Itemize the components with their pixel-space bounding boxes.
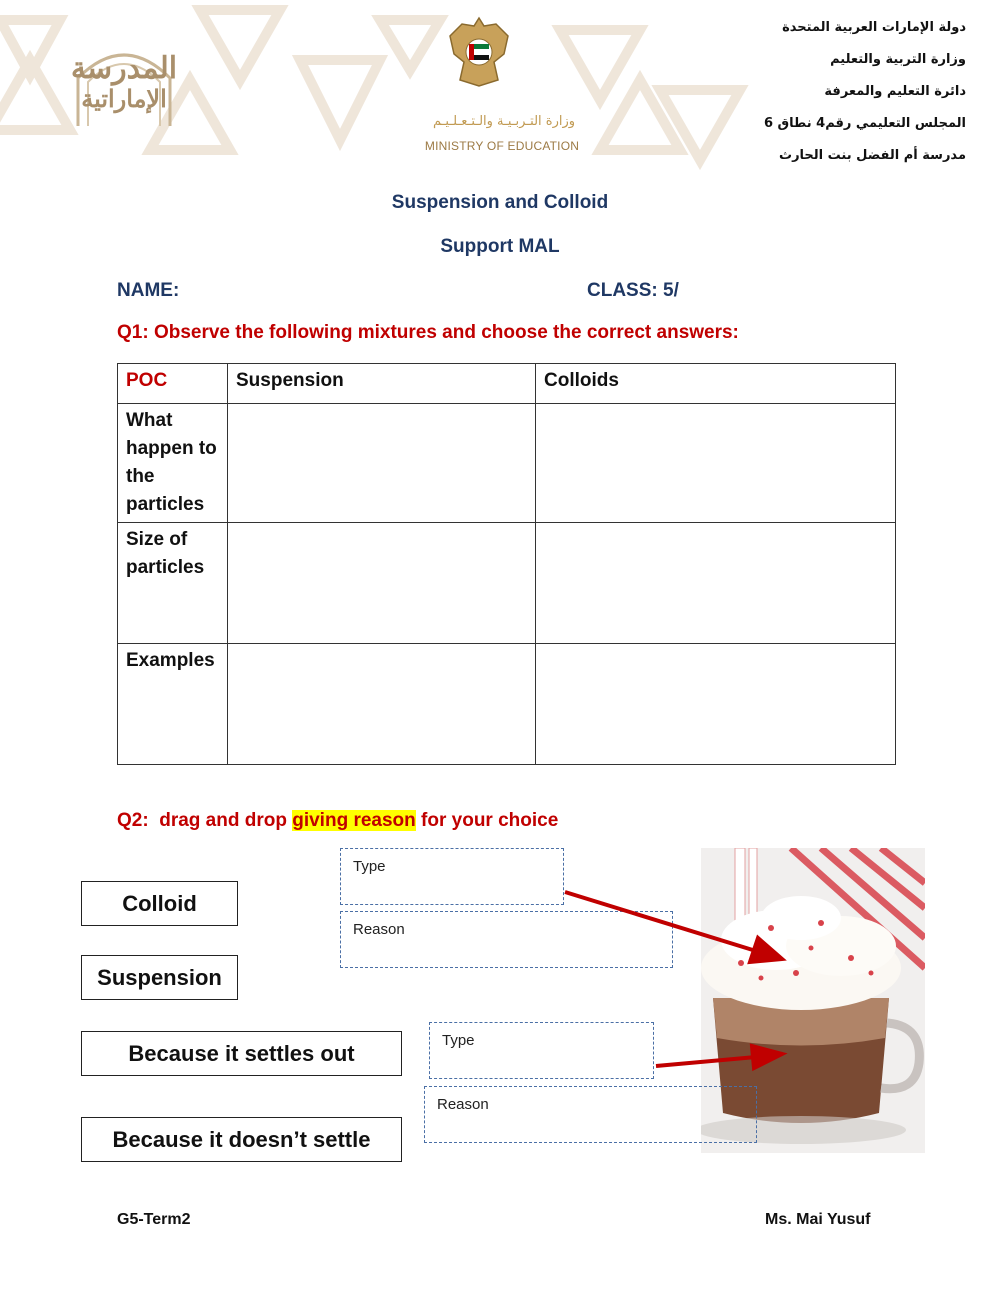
header-poc: POC <box>118 364 228 404</box>
class-label: CLASS: 5/ <box>587 280 679 301</box>
ministry-name-arabic: وزارة التـربـيـة والـتـعـلـيـم <box>432 114 576 129</box>
q2-prompt-highlight: giving reason <box>292 810 416 831</box>
answer-cell-suspension-particles[interactable] <box>228 404 536 523</box>
answer-cell-colloids-examples[interactable] <box>536 644 896 765</box>
header-colloids: Colloids <box>536 364 896 404</box>
drop-zone-type-1[interactable] <box>340 848 564 905</box>
answer-cell-colloids-size[interactable] <box>536 523 896 644</box>
header-arabic-line-2: وزارة التربية والتعليم <box>830 52 966 67</box>
school-logo-line2: الإماراتية <box>81 84 167 113</box>
worksheet-title: Suspension and Colloid <box>391 192 609 213</box>
q1-prompt: Q1: Observe the following mixtures and choose the correct answers: <box>117 322 739 343</box>
school-logo <box>58 38 190 128</box>
table-row <box>118 523 896 644</box>
q2-prompt <box>117 810 558 832</box>
drop-zone-type-1-label: Type <box>353 858 386 875</box>
drag-option-doesnt-settle[interactable]: Because it doesn’t settle <box>81 1117 402 1162</box>
drag-option-colloid[interactable]: Colloid <box>81 881 238 926</box>
row-label-examples: Examples <box>118 644 228 765</box>
drop-zone-reason-2-label: Reason <box>437 1096 489 1113</box>
footer-grade-term: G5-Term2 <box>117 1211 191 1228</box>
row-label-particles: What happen to the particles <box>118 404 228 523</box>
drop-zone-reason-2[interactable] <box>424 1086 757 1143</box>
drop-zone-reason-1-label: Reason <box>353 921 405 938</box>
q2-prompt-end: for your choice <box>415 810 559 831</box>
drop-zone-type-2[interactable] <box>429 1022 654 1079</box>
header-arabic-line-3: دائرة التعليم والمعرفة <box>824 84 966 99</box>
table-row <box>118 644 896 765</box>
header-arabic-line-1: دولة الإمارات العربية المتحدة <box>782 20 966 35</box>
drag-option-settles-out[interactable]: Because it settles out <box>81 1031 402 1076</box>
drop-zone-type-2-label: Type <box>442 1032 475 1049</box>
row-label-size: Size of particles <box>118 523 228 644</box>
table-row <box>118 404 896 523</box>
q2-prompt-start: Q2: drag and drop <box>117 810 293 831</box>
ministry-name-english: MINISTRY OF EDUCATION <box>424 139 580 153</box>
worksheet-subtitle: Support MAL <box>440 236 560 257</box>
school-logo-line1: المدرسة <box>70 51 178 86</box>
drop-zone-reason-1[interactable] <box>340 911 673 968</box>
poc-table <box>117 363 896 765</box>
header-arabic-line-5: مدرسة أم الفضل بنت الحارث <box>779 148 966 163</box>
answer-cell-suspension-size[interactable] <box>228 523 536 644</box>
footer-teacher: Ms. Mai Yusuf <box>765 1211 871 1228</box>
table-header-row <box>118 364 896 404</box>
name-label: NAME: <box>117 280 180 301</box>
uae-emblem-icon <box>446 14 512 90</box>
header-suspension: Suspension <box>228 364 536 404</box>
answer-cell-colloids-particles[interactable] <box>536 404 896 523</box>
drag-option-suspension[interactable]: Suspension <box>81 955 238 1000</box>
answer-cell-suspension-examples[interactable] <box>228 644 536 765</box>
header-arabic-line-4: المجلس التعليمي رقم4 نطاق 6 <box>763 116 966 131</box>
